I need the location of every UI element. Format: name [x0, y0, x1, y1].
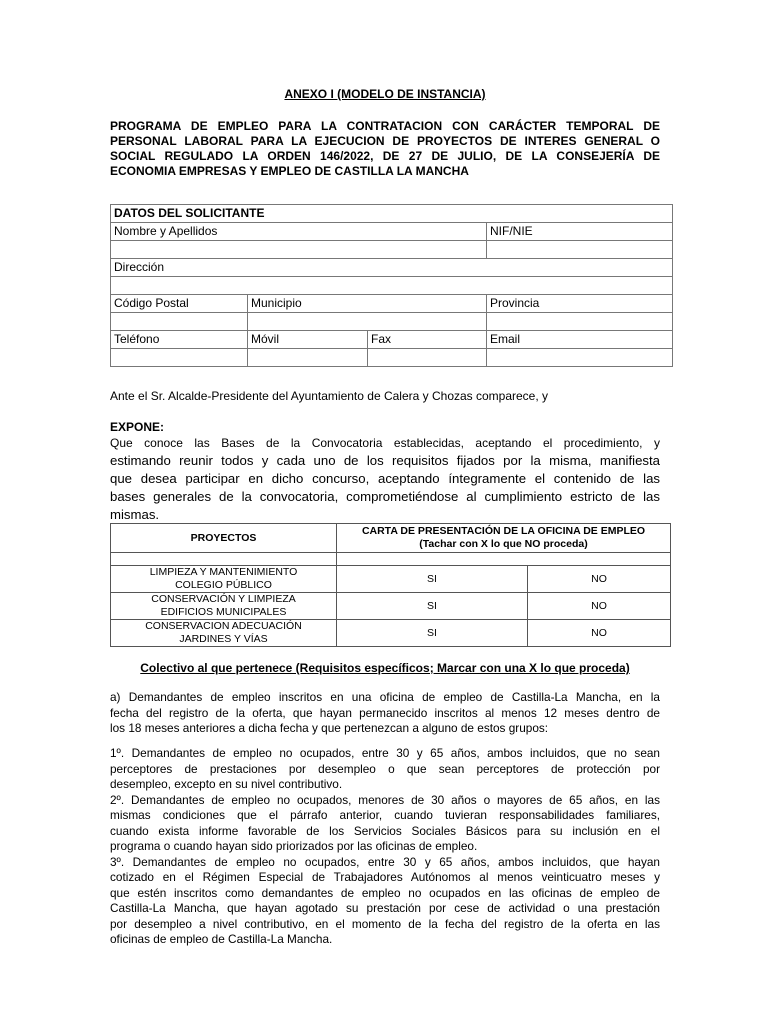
telefono-field[interactable]	[111, 349, 248, 367]
ante-text: Ante el Sr. Alcalde-Presidente del Ayuntamiento de Calera y Chozas comparece, y	[110, 389, 549, 403]
expone-line: estimando reunir todos y cada uno de los requisitos fijados por la misma, manifiesta	[110, 453, 660, 468]
expone-line: Que conoce las Bases de la Convocatoria establecidas, aceptando el procedimiento, y	[110, 436, 660, 450]
codigo-postal-field[interactable]	[111, 313, 248, 331]
provincia-field[interactable]	[487, 313, 673, 331]
proyecto-name	[111, 620, 337, 647]
proyecto-name	[111, 593, 337, 620]
proyecto-line: LIMPIEZA Y MANTENIMIENTO	[149, 566, 298, 578]
proyectos-col-header: PROYECTOS	[111, 524, 337, 553]
telefono-label: Teléfono	[111, 331, 248, 349]
program-title-line: PROGRAMA DE EMPLEO PARA LA CONTRATACION CON CARÁCTER TEMPORAL DE	[110, 119, 660, 133]
si-option[interactable]: SI	[337, 593, 528, 620]
nif-field[interactable]	[487, 241, 673, 259]
paragraph-line: 1º. Demandantes de empleo no ocupados, entre 30 y 65 años, ambos incluidos, que no sean	[110, 746, 660, 760]
municipio-field[interactable]	[248, 313, 487, 331]
si-option[interactable]: SI	[337, 620, 528, 647]
empty-cell	[111, 553, 337, 566]
paragraph-line: a) Demandantes de empleo inscritos en una oficina de empleo de Castilla-La Mancha, en la	[110, 690, 660, 704]
paragraph-line: fecha del registro de la oferta, que hayan permanecido inscritos al menos 12 meses dentro de	[110, 705, 660, 720]
expone-line: bases generales de la convocatoria, comprometiéndose al cumplimiento estricto de las	[110, 489, 660, 504]
carta-col-header	[337, 524, 671, 553]
paragraph-line: cuando exista informe favorable de los Servicios Sociales Básicos para su inclusión en el	[110, 823, 660, 838]
fax-field[interactable]	[368, 349, 487, 367]
paragraph-line: oficinas de empleo de Castilla-La Mancha.	[110, 932, 333, 946]
paragraph-line: Castilla-La Mancha, que hayan agotado su prestación por cese de actividad o una prestación	[110, 901, 660, 915]
annex-title: ANEXO I (MODELO DE INSTANCIA)	[284, 87, 486, 101]
expone-text	[110, 452, 660, 524]
proyecto-line: CONSERVACIÓN Y LIMPIEZA	[151, 593, 296, 605]
codigo-postal-label: Código Postal	[111, 295, 248, 313]
paragraph-line: los 18 meses anteriores a dicha fecha y que pertenezcan a alguno de estos grupos:	[110, 721, 549, 735]
no-option[interactable]: NO	[528, 620, 671, 647]
empty-cell	[337, 553, 671, 566]
program-title-line: PERSONAL LABORAL PARA LA EJECUCION DE PROYECTOS DE INTERES GENERAL O	[110, 134, 660, 148]
program-title-line: ECONOMIA EMPRESAS Y EMPLEO DE CASTILLA LA MANCHA	[110, 164, 469, 178]
expone-line: mismas.	[110, 507, 160, 522]
direccion-field[interactable]	[111, 277, 673, 295]
proyecto-line: CONSERVACION ADECUACIÓN	[145, 620, 302, 632]
paragraph-groups	[110, 746, 660, 948]
proyectos-table	[110, 523, 671, 647]
proyecto-name	[111, 566, 337, 593]
movil-label: Móvil	[248, 331, 368, 349]
provincia-label: Provincia	[487, 295, 673, 313]
paragraph-a	[110, 690, 660, 737]
paragraph-line: desempleo, excepto en su nivel contributivo.	[110, 777, 343, 791]
nombre-field[interactable]	[111, 241, 487, 259]
paragraph-line: mismas condiciones que el párrafo anterior, cuando tuvieran responsabilidades familiares,	[110, 808, 660, 822]
fax-label: Fax	[368, 331, 487, 349]
no-option[interactable]: NO	[528, 566, 671, 593]
expone-line: que desea participar en dicho concurso, aceptando íntegramente el contenido de las	[110, 471, 660, 486]
proyecto-line: COLEGIO PÚBLICO	[175, 579, 272, 591]
paragraph-line: 2º. Demandantes de empleo no ocupados, menores de 30 años o mayores de 65 años, en las	[110, 792, 660, 807]
email-label: Email	[487, 331, 673, 349]
program-title	[110, 119, 660, 179]
nif-label: NIF/NIE	[487, 223, 673, 241]
expone-heading: EXPONE:	[110, 420, 165, 434]
carta-header-line2: (Tachar con X lo que NO proceda)	[419, 538, 588, 550]
movil-field[interactable]	[248, 349, 368, 367]
email-field[interactable]	[487, 349, 673, 367]
direccion-label: Dirección	[111, 259, 673, 277]
program-title-line: SOCIAL REGULADO LA ORDEN 146/2022, DE 27 DE JULIO, DE LA CONSEJERÍA DE	[110, 149, 660, 163]
paragraph-line: 3º. Demandantes de empleo no ocupados, entre 30 y 65 años, ambos incluidos, que hayan	[110, 854, 660, 869]
solicitante-table	[110, 204, 673, 367]
solicitante-header: DATOS DEL SOLICITANTE	[111, 205, 673, 223]
municipio-label: Municipio	[248, 295, 487, 313]
proyecto-line: JARDINES Y VÍAS	[179, 633, 268, 645]
si-option[interactable]: SI	[337, 566, 528, 593]
carta-header-line1: CARTA DE PRESENTACIÓN DE LA OFICINA DE EMPLEO	[361, 525, 646, 537]
proyecto-line: EDIFICIOS MUNICIPALES	[160, 606, 287, 618]
nombre-label: Nombre y Apellidos	[111, 223, 487, 241]
paragraph-line: que estén inscritos como demandantes de empleo no ocupados en las oficinas de empleo de	[110, 885, 660, 900]
paragraph-line: programa o cuando hayan sido priorizados por las oficinas de empleo.	[110, 839, 478, 853]
paragraph-line: por desempleo a nivel contributivo, en el momento de la fecha del registro de la oferta en las	[110, 916, 660, 931]
colectivo-heading: Colectivo al que pertenece (Requisitos específicos; Marcar con una X lo que proceda)	[140, 661, 630, 675]
paragraph-line: perceptores de prestaciones por desempleo o que sean perceptores de protección por	[110, 761, 660, 776]
paragraph-line: cotizado en el Régimen Especial de Trabajadores Autónomos al menos veinticuatro meses y	[110, 870, 660, 884]
no-option[interactable]: NO	[528, 593, 671, 620]
